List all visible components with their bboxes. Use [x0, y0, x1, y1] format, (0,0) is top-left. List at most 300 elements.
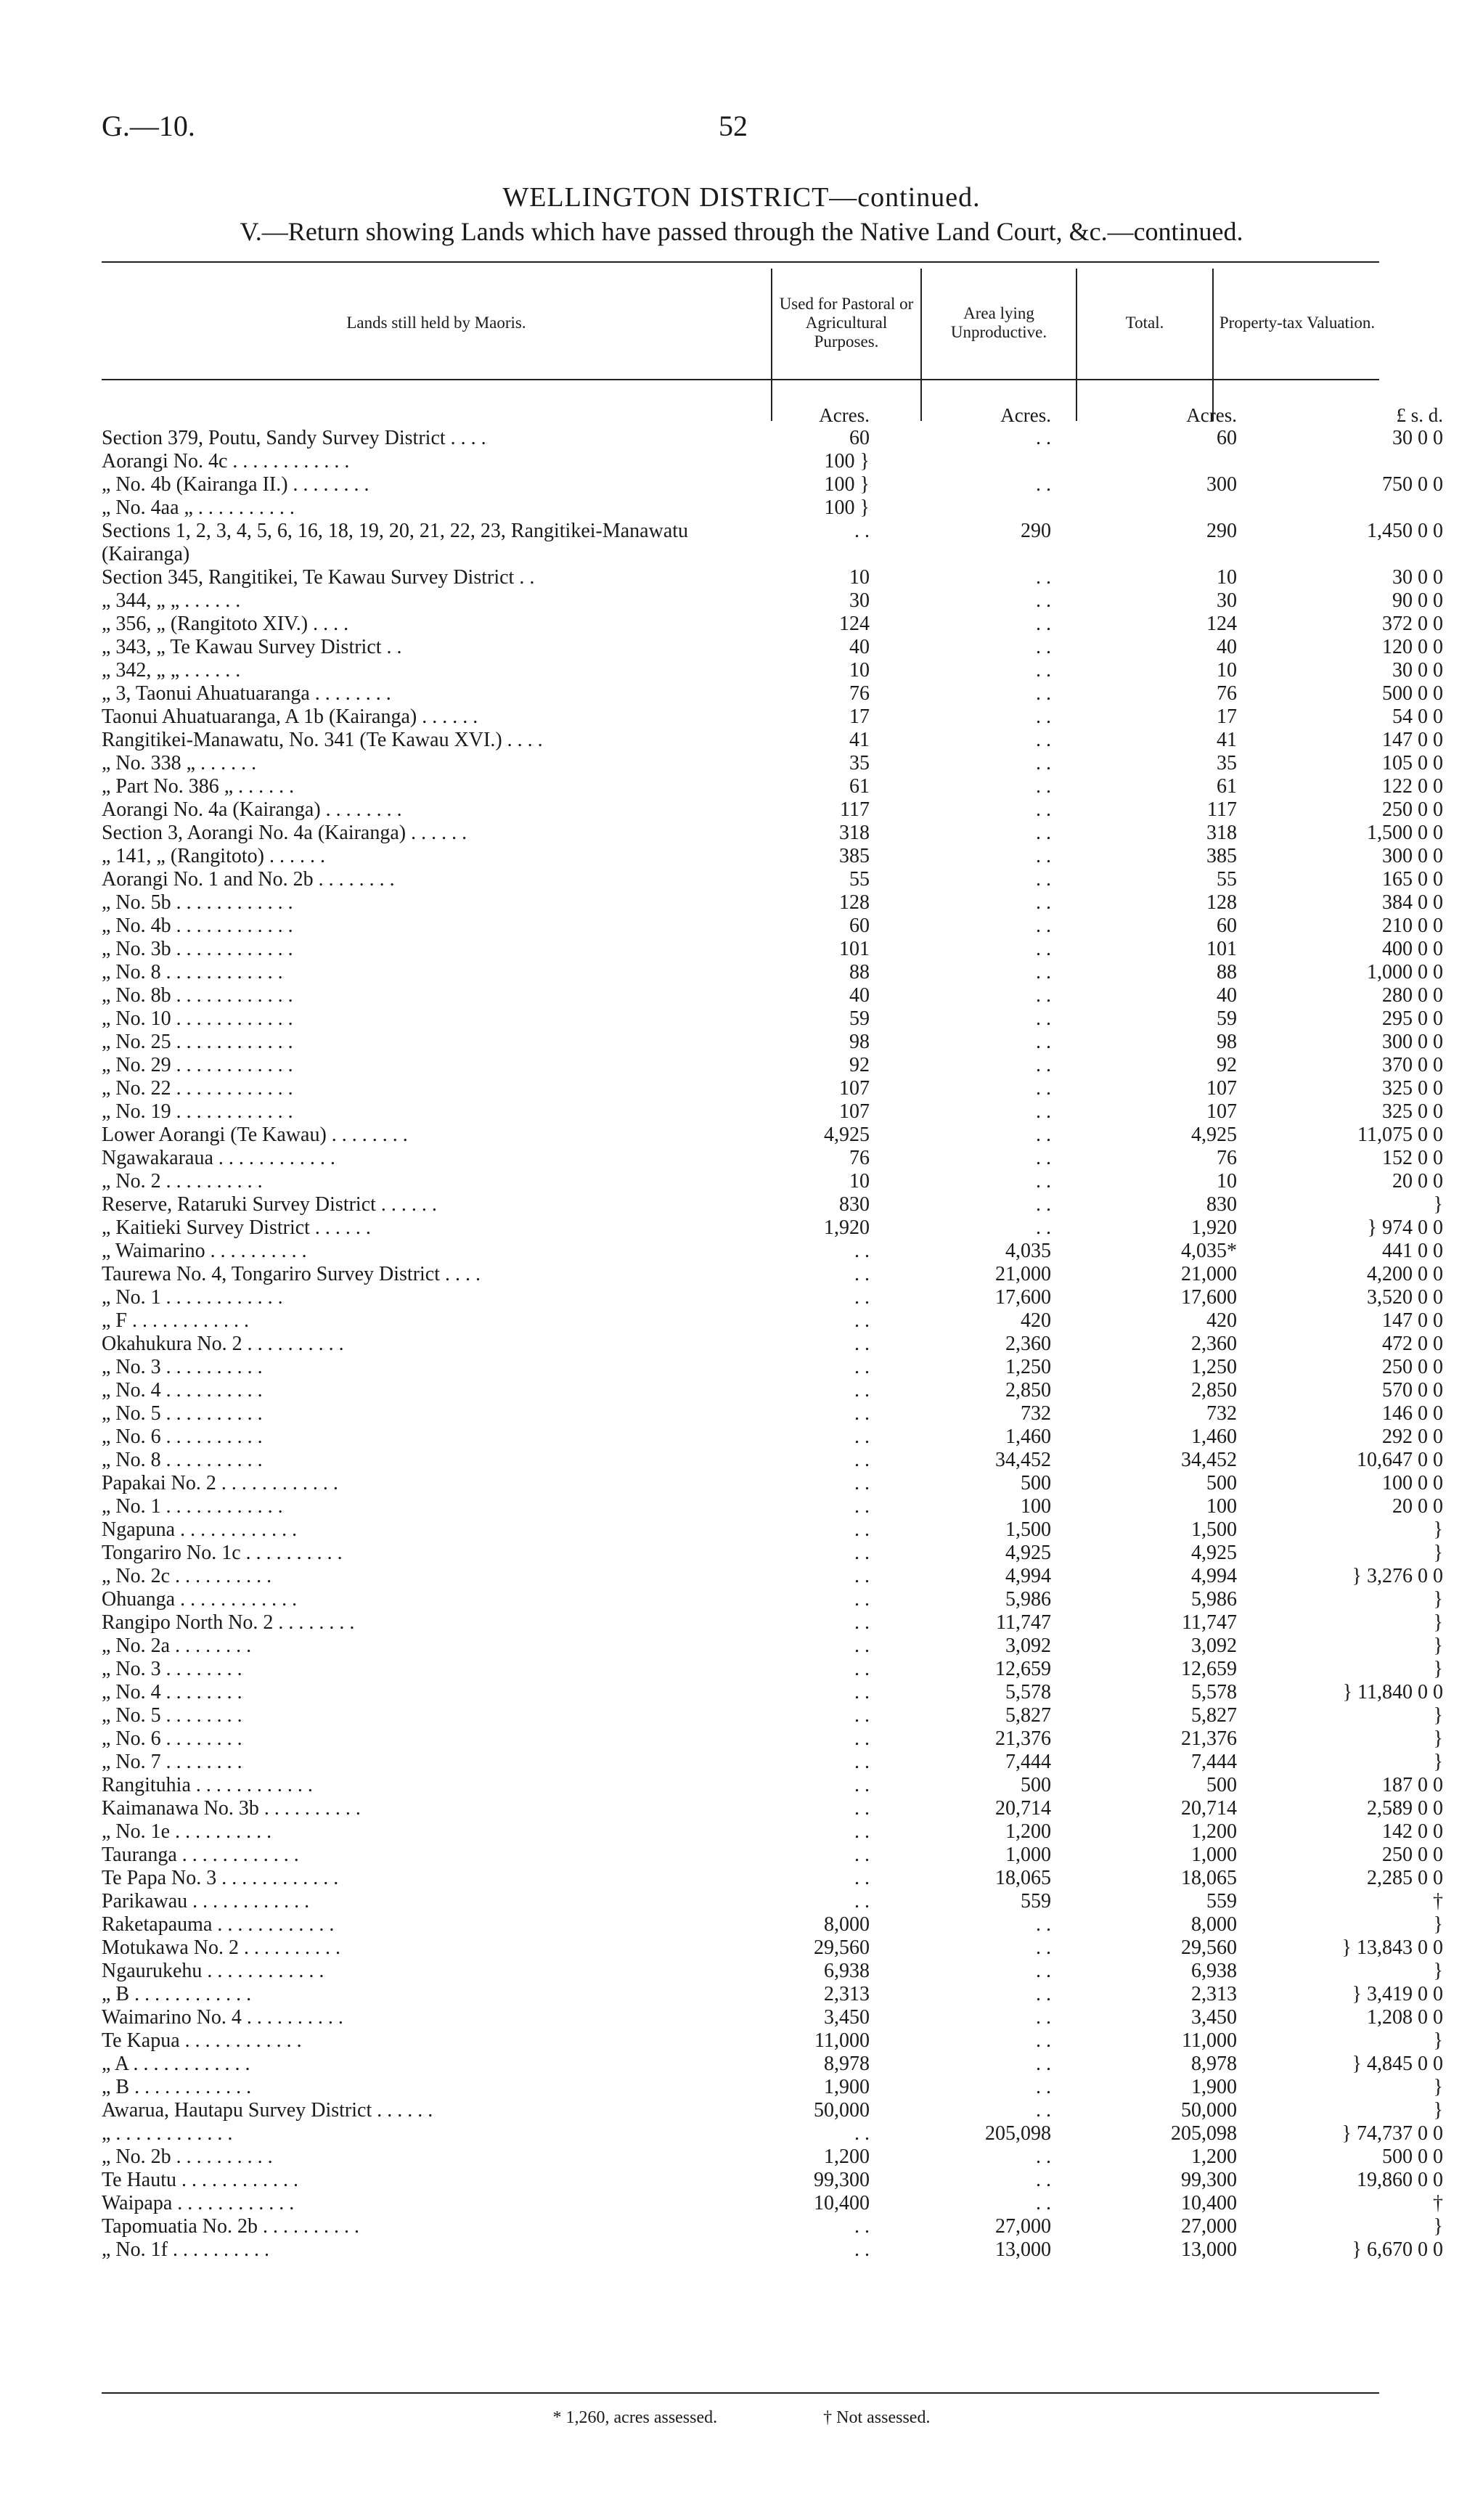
total-acres: 3,450 — [1191, 2006, 1237, 2029]
land-name: „ 343, „ Te Kawau Survey District . . — [102, 636, 402, 658]
table-row — [102, 1216, 1453, 1240]
unproductive-acres: . . — [1036, 2145, 1051, 2168]
unproductive-acres: 500 — [1021, 1472, 1051, 1494]
land-name: „ No. 19 . . . . . . . . . . . . — [102, 1100, 293, 1123]
table-row — [102, 2122, 1453, 2145]
valuation: } 13,843 0 0 — [1341, 1936, 1443, 1959]
valuation: 210 0 0 — [1382, 915, 1443, 937]
valuation: 1,450 0 0 — [1367, 520, 1443, 542]
land-name: „ No. 25 . . . . . . . . . . . . — [102, 1031, 293, 1053]
used-acres: . . — [854, 1774, 870, 1796]
footnote-not-assessed: † Not assessed. — [823, 2408, 931, 2427]
total-acres: 1,900 — [1191, 2076, 1237, 2098]
table-row — [102, 589, 1453, 613]
document-code: G.—10. — [102, 110, 195, 142]
land-name: „ No. 5 . . . . . . . . — [102, 1704, 242, 1727]
valuation: 165 0 0 — [1382, 868, 1443, 891]
land-name: „ No. 8b . . . . . . . . . . . . — [102, 984, 293, 1007]
table-row — [102, 2238, 1453, 2262]
total-acres: 2,850 — [1191, 1379, 1237, 1402]
valuation: } 11,840 0 0 — [1342, 1681, 1443, 1703]
units-used: Acres. — [819, 404, 870, 426]
total-acres: 76 — [1217, 682, 1237, 705]
valuation: 122 0 0 — [1382, 775, 1443, 798]
used-acres: . . — [854, 1472, 870, 1494]
used-acres: 6,938 — [824, 1960, 870, 1982]
total-acres: 99,300 — [1181, 2169, 1237, 2191]
units-total: Acres. — [1186, 404, 1237, 426]
table-row — [102, 1704, 1453, 1727]
land-name: Section 345, Rangitikei, Te Kawau Survey District . . — [102, 566, 535, 589]
used-acres: . . — [854, 2238, 870, 2261]
unproductive-acres: . . — [1036, 729, 1051, 751]
table-row — [102, 1936, 1453, 1960]
used-acres: 35 — [849, 752, 870, 774]
used-acres: . . — [854, 2122, 870, 2145]
total-acres: 732 — [1206, 1402, 1237, 1425]
valuation: 400 0 0 — [1382, 938, 1443, 960]
table-row — [102, 1844, 1453, 1867]
table-row — [102, 1681, 1453, 1704]
unproductive-acres: . . — [1036, 705, 1051, 728]
land-name: Rangipo North No. 2 . . . . . . . . — [102, 1611, 355, 1634]
land-name: „ No. 10 . . . . . . . . . . . . — [102, 1007, 293, 1030]
land-name: „ No. 4 . . . . . . . . — [102, 1681, 242, 1703]
valuation: 2,589 0 0 — [1367, 1797, 1443, 1820]
table-row — [102, 636, 1453, 659]
total-acres — [1076, 496, 1262, 520]
valuation: 54 0 0 — [1392, 705, 1443, 728]
unproductive-acres: 2,360 — [1005, 1333, 1051, 1355]
table-row — [102, 1286, 1453, 1309]
unproductive-acres: . . — [1036, 473, 1051, 496]
valuation: } 74,737 0 0 — [1341, 2122, 1443, 2145]
valuation: 1,000 0 0 — [1367, 961, 1443, 983]
table-row — [102, 1542, 1453, 1565]
total-acres: 1,000 — [1191, 1844, 1237, 1866]
used-acres: . . — [854, 1356, 870, 1378]
table-row — [102, 822, 1453, 845]
land-name: Section 3, Aorangi No. 4a (Kairanga) . . . . . . — [102, 822, 467, 844]
unproductive-acres: 20,714 — [995, 1797, 1051, 1820]
table-row — [102, 729, 1453, 752]
column-header-lands: Lands still held by Maoris. — [346, 314, 526, 332]
total-acres: 1,500 — [1191, 1518, 1237, 1541]
unproductive-acres: . . — [1036, 636, 1051, 658]
land-name: „ No. 1e . . . . . . . . . . — [102, 1820, 272, 1843]
valuation: 750 0 0 — [1382, 473, 1443, 496]
land-name: Rangitikei-Manawatu, No. 341 (Te Kawau XVI.) . . . . — [102, 729, 543, 751]
column-header-used: Used for Pastoral or Agricultural Purposes. — [779, 295, 914, 351]
total-acres: 559 — [1206, 1890, 1237, 1912]
total-acres: 12,659 — [1181, 1658, 1237, 1680]
total-acres: 10 — [1217, 1170, 1237, 1192]
total-acres: 205,098 — [1171, 2122, 1237, 2145]
valuation: 1,208 0 0 — [1367, 2006, 1443, 2029]
table-row — [102, 566, 1453, 589]
total-acres: 500 — [1206, 1472, 1237, 1494]
total-acres: 100 — [1206, 1495, 1237, 1518]
used-acres: . . — [854, 1611, 870, 1634]
total-acres: 10,400 — [1181, 2192, 1237, 2214]
unproductive-acres: 420 — [1021, 1309, 1051, 1332]
valuation: 152 0 0 — [1382, 1147, 1443, 1169]
unproductive-acres: . . — [1036, 1031, 1051, 1053]
table-row — [102, 2192, 1453, 2215]
valuation: 500 0 0 — [1382, 2145, 1443, 2168]
unproductive-acres: 1,500 — [1005, 1518, 1051, 1541]
total-acres: 20,714 — [1181, 1797, 1237, 1820]
land-name: „ B . . . . . . . . . . . . — [102, 1983, 252, 2005]
unproductive-acres: . . — [1036, 2076, 1051, 2098]
unproductive-acres: 21,376 — [995, 1727, 1051, 1750]
table-row — [102, 2076, 1453, 2099]
table-row — [102, 1472, 1453, 1495]
table-row — [102, 2006, 1453, 2029]
total-acres: 17 — [1217, 705, 1237, 728]
unproductive-acres: . . — [1036, 589, 1051, 612]
unproductive-acres: . . — [1036, 1216, 1051, 1239]
valuation: 147 0 0 — [1382, 729, 1443, 751]
valuation: † — [1433, 1890, 1443, 1912]
land-name: Taurewa No. 4, Tongariro Survey District . . . . — [102, 1263, 481, 1285]
total-acres: 50,000 — [1181, 2099, 1237, 2122]
total-acres: 40 — [1217, 636, 1237, 658]
total-acres: 11,747 — [1182, 1611, 1237, 1634]
valuation: 90 0 0 — [1392, 589, 1443, 612]
used-acres: . . — [854, 1588, 870, 1611]
used-acres: 40 — [849, 984, 870, 1007]
unproductive-acres: 4,925 — [1005, 1542, 1051, 1564]
table-row — [102, 1100, 1453, 1124]
total-acres: 117 — [1207, 798, 1237, 821]
land-name: „ No. 2a . . . . . . . . — [102, 1635, 252, 1657]
unproductive-acres: . . — [1036, 1077, 1051, 1100]
used-acres: 50,000 — [814, 2099, 870, 2122]
used-acres: 61 — [849, 775, 870, 798]
valuation: } — [1433, 1704, 1443, 1727]
used-acres: 3,450 — [824, 2006, 870, 2029]
total-acres: 2,313 — [1191, 1983, 1237, 2005]
lands-table — [102, 404, 1453, 2262]
total-acres: 8,978 — [1191, 2053, 1237, 2075]
used-acres: . . — [854, 1449, 870, 1471]
total-acres: 88 — [1217, 961, 1237, 983]
valuation: 295 0 0 — [1382, 1007, 1443, 1030]
unproductive-acres: 100 — [1021, 1495, 1051, 1518]
total-acres: 29,560 — [1181, 1936, 1237, 1959]
valuation — [1262, 450, 1453, 473]
unproductive-acres: 18,065 — [995, 1867, 1051, 1889]
table-row — [102, 1333, 1453, 1356]
table-row — [102, 845, 1453, 868]
table-row — [102, 984, 1453, 1007]
table-row — [102, 682, 1453, 705]
used-acres: 128 — [839, 891, 870, 914]
land-name: Waipapa . . . . . . . . . . . . — [102, 2192, 295, 2214]
header-bottom-rule — [102, 379, 1379, 380]
used-acres: . . — [854, 1402, 870, 1425]
unproductive-acres: . . — [1036, 752, 1051, 774]
unproductive-acres: 5,986 — [1005, 1588, 1051, 1611]
unproductive-acres: 5,827 — [1005, 1704, 1051, 1727]
used-acres: 101 — [839, 938, 870, 960]
total-acres: 10 — [1217, 659, 1237, 682]
table-row — [102, 775, 1453, 798]
valuation: 105 0 0 — [1382, 752, 1443, 774]
unproductive-acres: 290 — [1021, 520, 1051, 542]
table-row — [102, 705, 1453, 729]
total-acres: 4,035* — [1181, 1240, 1237, 1262]
used-acres: 107 — [839, 1100, 870, 1123]
land-name: „ B . . . . . . . . . . . . — [102, 2076, 252, 2098]
land-name: Tapomuatia No. 2b . . . . . . . . . . — [102, 2215, 359, 2238]
unproductive-acres: . . — [1036, 1100, 1051, 1123]
land-name: Aorangi No. 4c . . . . . . . . . . . . — [102, 450, 350, 472]
unproductive-acres: 732 — [1021, 1402, 1051, 1425]
used-acres: . . — [854, 1890, 870, 1912]
unproductive-acres: 5,578 — [1005, 1681, 1051, 1703]
valuation: 570 0 0 — [1382, 1379, 1443, 1402]
land-name: „ No. 3 . . . . . . . . — [102, 1658, 242, 1680]
column-header-valuation: Property-tax Valuation. — [1219, 314, 1376, 332]
used-acres: 60 — [849, 427, 870, 449]
table-row — [102, 1867, 1453, 1890]
unproductive-acres: . . — [1036, 1913, 1051, 1936]
table-row — [102, 1240, 1453, 1263]
land-name: Ngapuna . . . . . . . . . . . . — [102, 1518, 298, 1541]
land-name: Ohuanga . . . . . . . . . . . . — [102, 1588, 298, 1611]
land-name: „ . . . . . . . . . . . . — [102, 2122, 233, 2145]
used-acres: . . — [854, 1820, 870, 1843]
land-name: „ 344, „ „ . . . . . . — [102, 589, 241, 612]
land-name: „ No. 5 . . . . . . . . . . — [102, 1402, 263, 1425]
valuation: } — [1433, 1913, 1443, 1936]
total-acres: 35 — [1217, 752, 1237, 774]
total-acres: 41 — [1217, 729, 1237, 751]
unproductive-acres: 12,659 — [995, 1658, 1051, 1680]
used-acres: 100 } — [824, 450, 870, 472]
used-acres: . . — [854, 1495, 870, 1518]
used-acres: . . — [854, 1867, 870, 1889]
unproductive-acres: . . — [1036, 2053, 1051, 2075]
used-acres: 11,000 — [814, 2029, 870, 2052]
total-acres: 124 — [1206, 613, 1237, 635]
valuation: } — [1433, 1635, 1443, 1657]
total-acres: 4,994 — [1191, 1565, 1237, 1587]
valuation: } — [1433, 1588, 1443, 1611]
valuation: 30 0 0 — [1392, 659, 1443, 682]
valuation: 325 0 0 — [1382, 1077, 1443, 1100]
total-acres: 92 — [1217, 1054, 1237, 1076]
land-name: „ No. 8 . . . . . . . . . . — [102, 1449, 263, 1471]
table-row — [102, 915, 1453, 938]
used-acres: 30 — [849, 589, 870, 612]
unproductive-acres: . . — [1036, 1170, 1051, 1192]
total-acres: 318 — [1206, 822, 1237, 844]
unproductive-acres: . . — [1036, 984, 1051, 1007]
unproductive-acres: 559 — [1021, 1890, 1051, 1912]
unproductive-acres: 13,000 — [995, 2238, 1051, 2261]
total-acres: 7,444 — [1191, 1751, 1237, 1773]
used-acres: 117 — [840, 798, 870, 821]
used-acres: 1,200 — [824, 2145, 870, 2168]
used-acres: . . — [854, 1681, 870, 1703]
total-acres: 107 — [1206, 1100, 1237, 1123]
valuation: 250 0 0 — [1382, 798, 1443, 821]
used-acres: 385 — [839, 845, 870, 867]
land-name: „ No. 1 . . . . . . . . . . . . — [102, 1495, 283, 1518]
total-acres: 17,600 — [1181, 1286, 1237, 1309]
unproductive-acres: . . — [1036, 1983, 1051, 2005]
table-row — [102, 1797, 1453, 1820]
land-name: „ Waimarino . . . . . . . . . . — [102, 1240, 307, 1262]
table-row — [102, 1820, 1453, 1844]
table-row — [102, 1007, 1453, 1031]
land-name: „ 141, „ (Rangitoto) . . . . . . — [102, 845, 325, 867]
table-row — [102, 868, 1453, 891]
land-name: „ No. 2b . . . . . . . . . . — [102, 2145, 273, 2168]
valuation: 280 0 0 — [1382, 984, 1443, 1007]
valuation: 325 0 0 — [1382, 1100, 1443, 1123]
units-unproductive: Acres. — [1000, 404, 1051, 426]
unproductive-acres: . . — [1036, 682, 1051, 705]
table-row — [102, 1751, 1453, 1774]
used-acres: 830 — [839, 1193, 870, 1216]
used-acres: 29,560 — [814, 1936, 870, 1959]
total-acres: 1,250 — [1191, 1356, 1237, 1378]
unproductive-acres: . . — [1036, 891, 1051, 914]
table-row — [102, 891, 1453, 915]
used-acres: 100 } — [824, 473, 870, 496]
table-bottom-rule — [102, 2392, 1379, 2394]
table-row — [102, 1263, 1453, 1286]
valuation: 30 0 0 — [1392, 427, 1443, 449]
total-acres: 60 — [1217, 915, 1237, 937]
table-row — [102, 1193, 1453, 1216]
column-divider — [920, 269, 922, 421]
land-name: Reserve, Rataruki Survey District . . . . . . — [102, 1193, 437, 1216]
valuation: } — [1433, 1960, 1443, 1982]
valuation: } — [1433, 2076, 1443, 2098]
valuation: 300 0 0 — [1382, 1031, 1443, 1053]
land-name: Aorangi No. 4a (Kairanga) . . . . . . . . — [102, 798, 402, 821]
used-acres: 1,920 — [824, 1216, 870, 1239]
used-acres: 60 — [849, 915, 870, 937]
table-row — [102, 1983, 1453, 2006]
unproductive-acres: . . — [1036, 961, 1051, 983]
column-header-unproductive: Area lying Unproductive. — [950, 304, 1047, 341]
total-acres: 34,452 — [1181, 1449, 1237, 1471]
district-title: WELLINGTON DISTRICT—continued. — [502, 182, 981, 213]
total-acres: 1,920 — [1191, 1216, 1237, 1239]
used-acres: . . — [854, 1704, 870, 1727]
unproductive-acres: . . — [1036, 659, 1051, 682]
valuation: 100 0 0 — [1382, 1472, 1443, 1494]
used-acres: 2,313 — [824, 1983, 870, 2005]
valuation: } 6,670 0 0 — [1352, 2238, 1443, 2261]
unproductive-acres: . . — [1036, 427, 1051, 449]
used-acres: 124 — [839, 613, 870, 635]
total-acres: 4,925 — [1191, 1542, 1237, 1564]
return-title: V.—Return showing Lands which have passed through the Native Land Court, &c.—continued. — [240, 217, 1243, 246]
table-row — [102, 473, 1453, 496]
valuation: } — [1433, 1751, 1443, 1773]
land-name: Te Kapua . . . . . . . . . . . . — [102, 2029, 302, 2052]
unproductive-acres: 11,747 — [996, 1611, 1051, 1634]
unproductive-acres: 1,460 — [1005, 1425, 1051, 1448]
total-acres: 10 — [1217, 566, 1237, 589]
valuation: } — [1433, 1193, 1443, 1216]
valuation: 1,500 0 0 — [1367, 822, 1443, 844]
valuation: } — [1433, 2029, 1443, 2052]
valuation: 19,860 0 0 — [1357, 2169, 1443, 2191]
table-row — [102, 520, 1453, 566]
valuation: 384 0 0 — [1382, 891, 1443, 914]
land-name: „ No. 29 . . . . . . . . . . . . — [102, 1054, 293, 1076]
used-acres: 107 — [839, 1077, 870, 1100]
valuation: } — [1433, 1658, 1443, 1680]
land-name: „ No. 2 . . . . . . . . . . — [102, 1170, 263, 1192]
total-acres: 2,360 — [1191, 1333, 1237, 1355]
footnotes — [0, 2408, 1483, 2428]
used-acres: . . — [854, 1844, 870, 1866]
total-acres: 128 — [1206, 891, 1237, 914]
valuation: } — [1433, 1727, 1443, 1750]
land-name: „ No. 22 . . . . . . . . . . . . — [102, 1077, 293, 1100]
column-divider — [771, 269, 772, 421]
land-name: Raketapauma . . . . . . . . . . . . — [102, 1913, 335, 1936]
total-acres: 500 — [1206, 1774, 1237, 1796]
land-name: „ No. 2c . . . . . . . . . . — [102, 1565, 272, 1587]
land-name: „ No. 7 . . . . . . . . — [102, 1751, 242, 1773]
used-acres: . . — [854, 1425, 870, 1448]
total-acres — [1076, 450, 1262, 473]
valuation: 370 0 0 — [1382, 1054, 1443, 1076]
valuation: } 4,845 0 0 — [1352, 2053, 1443, 2075]
column-divider — [1076, 269, 1077, 421]
used-acres: . . — [854, 1333, 870, 1355]
valuation: † — [1433, 2192, 1443, 2214]
unproductive-acres: 27,000 — [995, 2215, 1051, 2238]
unproductive-acres: 500 — [1021, 1774, 1051, 1796]
table-row — [102, 2145, 1453, 2169]
land-name: Papakai No. 2 . . . . . . . . . . . . — [102, 1472, 338, 1494]
table-row — [102, 1147, 1453, 1170]
land-name: Ngawakaraua . . . . . . . . . . . . — [102, 1147, 335, 1169]
used-acres: 1,900 — [824, 2076, 870, 2098]
land-name: Awarua, Hautapu Survey District . . . . . . — [102, 2099, 433, 2122]
valuation: 20 0 0 — [1392, 1170, 1443, 1192]
unproductive-acres: 1,000 — [1005, 1844, 1051, 1866]
land-name: „ No. 1 . . . . . . . . . . . . — [102, 1286, 283, 1309]
total-acres: 98 — [1217, 1031, 1237, 1053]
land-name: „ 356, „ (Rangitoto XIV.) . . . . — [102, 613, 349, 635]
unproductive-acres: . . — [1036, 2099, 1051, 2122]
used-acres: . . — [854, 1286, 870, 1309]
valuation: } — [1433, 1611, 1443, 1634]
table-top-rule — [102, 261, 1379, 263]
used-acres: 92 — [849, 1054, 870, 1076]
valuation: } — [1433, 1518, 1443, 1541]
used-acres: . . — [854, 1518, 870, 1541]
land-name: Sections 1, 2, 3, 4, 5, 6, 16, 18, 19, 20, 21, 22, 23, Rangitikei-Manawatu (Kairanga) — [102, 520, 689, 565]
land-name: „ No. 5b . . . . . . . . . . . . — [102, 891, 293, 914]
total-acres: 101 — [1206, 938, 1237, 960]
land-name: Ngaurukehu . . . . . . . . . . . . — [102, 1960, 324, 1982]
total-acres: 11,000 — [1182, 2029, 1237, 2052]
unproductive-acres: . . — [1036, 1960, 1051, 1982]
